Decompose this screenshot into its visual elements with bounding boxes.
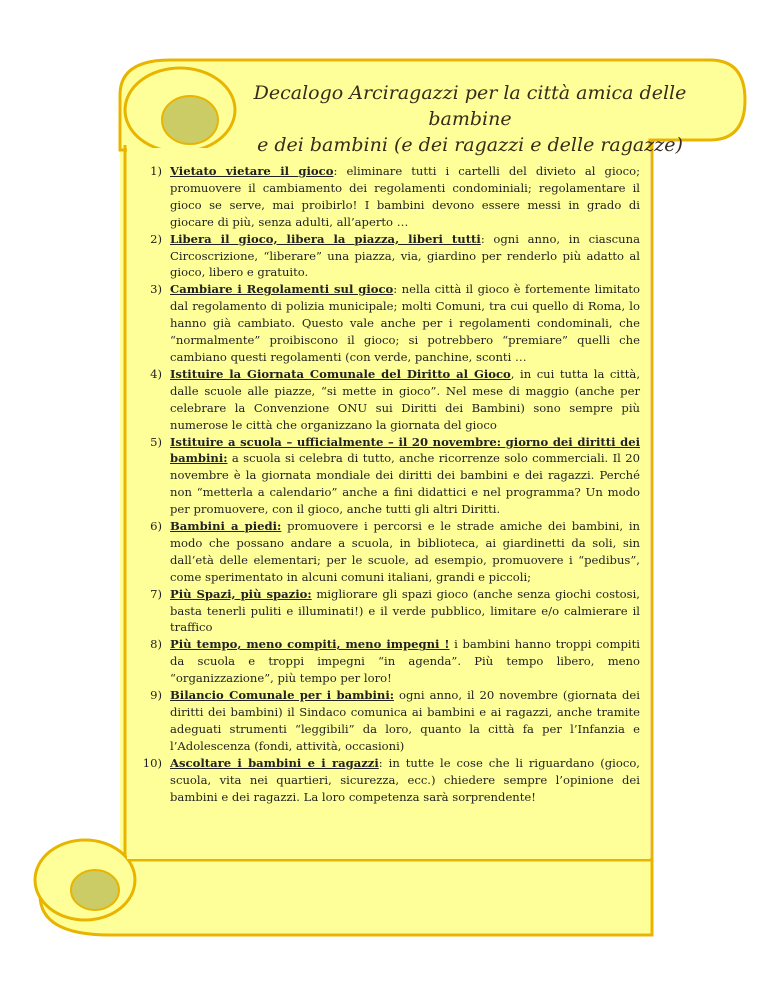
item-number: 1) bbox=[150, 164, 162, 178]
item-heading: Più tempo, meno compiti, meno impegni ! bbox=[170, 637, 450, 652]
list-item bbox=[130, 366, 640, 434]
title-line-1: Decalogo Arciragazzi per la città amica delle bambine bbox=[253, 82, 687, 130]
list-item bbox=[130, 518, 640, 586]
list-item bbox=[130, 586, 640, 637]
item-heading: Vietato vietare il gioco bbox=[170, 164, 334, 178]
item-number: 9) bbox=[150, 688, 162, 703]
list-item bbox=[130, 434, 640, 519]
item-separator: : bbox=[378, 755, 389, 770]
title-line-2: e dei bambini (e dei ragazzi e delle ragazze) bbox=[257, 134, 683, 156]
item-text: promuovere i percorsi e le strade amiche dei bambini, in modo che possano andare a scuola, in biblioteca, ai giardinetti da soli, sin dall’età delle elementari; per le scuole, ad esempio, promuovere i “pedibus”, come sperimentato in alcuni comuni italiani, grandi e piccoli; bbox=[170, 519, 640, 584]
item-heading: Cambiare i Regolamenti sul gioco bbox=[170, 282, 394, 297]
list-item bbox=[130, 687, 640, 755]
item-text: ogni anno, il 20 novembre (giornata dei diritti dei bambini) il Sindaco comunica ai bambini e ai ragazzi, anche tramite adeguati strumenti “leggibili” da loro, quanto la città fa per l’Infanzia e l’Adolescenza (fondi, attività, occasioni) bbox=[170, 688, 640, 753]
item-separator: : bbox=[393, 282, 402, 297]
list-item bbox=[130, 755, 640, 806]
list-item bbox=[130, 281, 640, 366]
item-text: ogni anno, in ciascuna Circoscrizione, “liberare” una piazza, via, giardino per renderlo più adatto al gioco, libero e gratuito. bbox=[170, 231, 640, 280]
item-heading: Ascoltare i bambini e i ragazzi bbox=[170, 755, 379, 770]
item-heading: Istituire a scuola – ufficialmente – il 20 novembre: giorno dei diritti dei bambini: bbox=[170, 434, 640, 466]
item-number: 7) bbox=[150, 586, 162, 601]
item-number: 4) bbox=[150, 366, 162, 381]
item-number: 5) bbox=[150, 434, 162, 449]
item-text: i bambini hanno troppi compiti da scuola e troppi impegni “in agenda”. Più tempo libero, meno “organizzazione”, più tempo per loro! bbox=[170, 637, 640, 686]
item-separator: : bbox=[480, 231, 494, 246]
item-heading: Istituire la Giornata Comunale del Diritto al Gioco bbox=[170, 366, 511, 381]
item-text: a scuola si celebra di tutto, anche ricorrenze solo commerciali. Il 20 novembre è la giornata mondiale dei diritti dei bambini e dei ragazzi. Perché non “metterla a calendario” anche a fini didattici e nel programma? Un modo per promuovere, con il gioco, anche tutti gli altri Diritti. bbox=[170, 451, 641, 517]
item-number: 6) bbox=[150, 519, 162, 534]
item-number: 10) bbox=[142, 755, 162, 770]
item-separator: , bbox=[510, 366, 520, 381]
list-item bbox=[130, 636, 640, 687]
item-text: in tutte le cose che li riguardano (gioco, scuola, vita nei quartieri, sicurezza, ecc.) chiedere sempre l’opinione dei bambini e dei ragazzi. La loro competenza sarà sorprendente! bbox=[170, 755, 640, 804]
item-text: nella città il gioco è fortemente limitato dal regolamento di polizia municipale; molti Comuni, tra cui quello di Roma, lo hanno già cambiato. Questo vale anche per i regolamenti condominali, che “normalmente” proibiscono il gioco; si potrebbero “premiare” quelli che cambiano questi regolamenti (con verde, panchine, sconti … bbox=[170, 282, 641, 364]
item-heading: Libera il gioco, libera la piazza, liberi tutti bbox=[170, 231, 481, 246]
list-item bbox=[130, 163, 640, 231]
list-item bbox=[130, 231, 640, 282]
item-text: in cui tutta la città, dalle scuole alle piazze, “si mette in gioco”. Nel mese di maggio (anche per celebrare la Convenzione ONU sui Diritti dei Bambini) sono sempre più numerose le città che organizzano la giornata del gioco bbox=[170, 366, 641, 432]
item-number: 3) bbox=[150, 282, 162, 297]
item-separator: : bbox=[333, 164, 347, 178]
item-heading: Più Spazi, più spazio: bbox=[170, 586, 312, 601]
item-number: 2) bbox=[150, 231, 162, 246]
page-title bbox=[210, 80, 730, 158]
item-text: eliminare tutti i cartelli del divieto al gioco; promuovere il cambiamento dei regolamenti condominiali; regolamentare il gioco se serve, mai proibirlo! I bambini devono essere messi in grado di giocare di più, senza adulti, all’aperto … bbox=[170, 164, 641, 229]
item-text: migliorare gli spazi gioco (anche senza giochi costosi, basta tenerli puliti e illuminati!) e il verde pubblico, limitare e/o calmierare il traffico bbox=[170, 586, 640, 635]
bottom-curl-inner bbox=[71, 870, 119, 910]
decalogue-list bbox=[130, 163, 640, 805]
item-heading: Bilancio Comunale per i bambini: bbox=[170, 688, 394, 703]
item-number: 8) bbox=[150, 637, 162, 652]
item-heading: Bambini a piedi: bbox=[170, 519, 282, 534]
